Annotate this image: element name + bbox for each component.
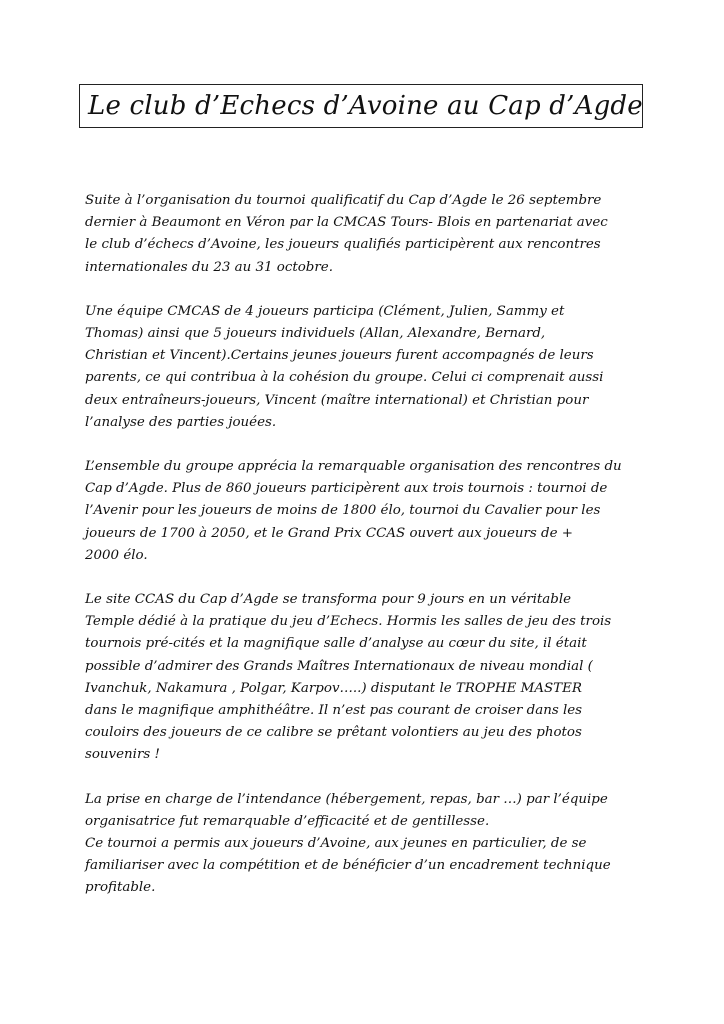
text-line: Thomas) ainsi que 5 joueurs individuels (Allan, Alexandre, Bernard, [85,326,546,342]
text-line: possible d’admirer des Grands Maîtres Internationaux de niveau mondial ( [85,658,593,674]
text-line: profitable. [85,880,156,896]
title-box [79,84,643,128]
text-line: Suite à l’organisation du tournoi qualificatif du Cap d’Agde le 26 septembre [85,193,602,208]
text-line: joueurs de 1700 à 2050, et le Grand Prix CCAS ouvert aux joueurs de + [85,525,574,541]
text-line: dernier à Beaumont en Véron par la CMCAS Tours- Blois en partenariat avec [85,215,608,231]
text-line: internationales du 23 au 31 octobre. [85,259,333,275]
text-line: L’ensemble du groupe apprécia la remarquable organisation des rencontres du [85,459,622,475]
document-body [85,190,645,900]
text-line: deux entraîneurs-joueurs, Vincent (maître international) et Christian pour [85,392,589,408]
text-line: parents, ce qui contribua à la cohésion du groupe. Celui ci comprenait aussi [85,370,604,386]
text-line: Ivanchuk, Nakamura , Polgar, Karpov…..) disputant le TROPHE MASTER [85,680,582,696]
text-line: Cap d’Agde. Plus de 860 joueurs participèrent aux trois tournois : tournoi de [85,481,608,497]
text-line: l’Avenir pour les joueurs de moins de 1800 élo, tournoi du Cavalier pour les [85,503,601,519]
text-line: La prise en charge de l’intendance (hébergement, repas, bar …) par l’équipe [85,791,608,807]
paragraph-tournament-intro [85,190,645,279]
text-line: Le site CCAS du Cap d’Agde se transforma pour 9 jours en un véritable [85,592,572,608]
text-line: 2000 élo. [85,547,148,563]
text-line: organisatrice fut remarquable d’efficacité et de gentillesse. [85,813,490,829]
paragraph-ccas-site [85,589,645,767]
document-title: Le club d’Echecs d’Avoine au Cap d’Agde [88,91,643,121]
paragraph-team-players [85,301,645,434]
text-line: Temple dédié à la pratique du jeu d’Echecs. Hormis les salles de jeu des trois [85,614,612,630]
paragraph-hospitality [85,789,645,900]
text-line: Une équipe CMCAS de 4 joueurs participa (Clément, Julien, Sammy et [85,303,565,319]
text-line: souvenirs ! [85,747,160,763]
text-line: Ce tournoi a permis aux joueurs d’Avoine, aux jeunes en particulier, de se [85,836,587,852]
text-line: le club d’échecs d’Avoine, les joueurs qualifiés participèrent aux rencontres [85,237,601,253]
text-line: couloirs des joueurs de ce calibre se prêtant volontiers au jeu des photos [85,725,582,741]
text-line: l’analyse des parties jouées. [85,414,277,430]
text-line: dans le magnifique amphithéâtre. Il n’est pas courant de croiser dans les [85,703,583,719]
paragraph-organisation [85,456,645,567]
text-line: familiariser avec la compétition et de bénéficier d’un encadrement technique [85,858,611,874]
text-line: Christian et Vincent).Certains jeunes joueurs furent accompagnés de leurs [85,348,594,364]
text-line: tournois pré-cités et la magnifique salle d’analyse au cœur du site, il était [85,636,587,652]
